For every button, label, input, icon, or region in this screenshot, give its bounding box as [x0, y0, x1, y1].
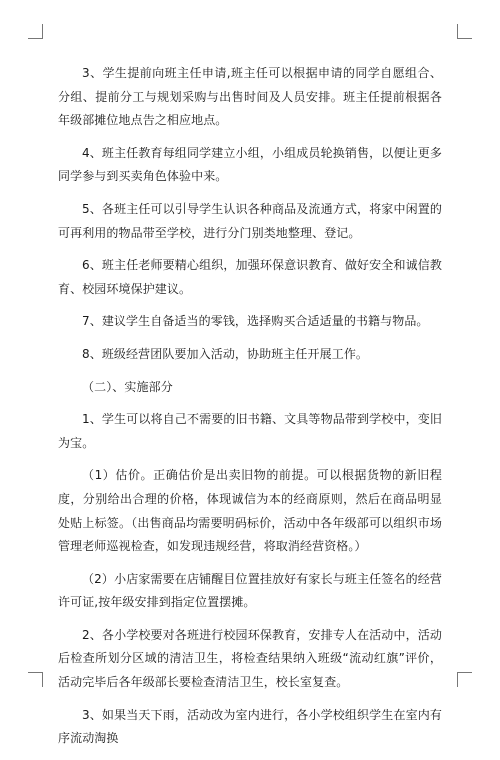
- crop-mark-bottom-left: [28, 672, 43, 687]
- paragraph-impl-1: 1、学生可以将自己不需要的旧书籍、文具等物品带到学校中，变旧为宝。: [58, 412, 442, 450]
- paragraph-impl-1-2: （2）小店家需要在店铺醒目位置挂放好有家长与班主任签名的经营许可证,按年级安排到指定位置摆摊。: [58, 571, 442, 610]
- document-body: [58, 62, 442, 760]
- paragraph-item-4: 4、班主任教育每组同学建立小组，小组成员轮换销售，以便让更多同学参与到买卖角色体验中来。: [58, 145, 442, 184]
- paragraph-item-8: 8、班级经营团队要加入活动，协助班主任开展工作。: [82, 346, 369, 361]
- section-heading-implementation: （二）、实施部分: [82, 379, 173, 394]
- paragraph-impl-3: 3、如果当天下雨，活动改为室内进行，各小学校组织学生在室内有序流动淘换: [58, 707, 442, 746]
- crop-mark-top-left: [28, 24, 43, 39]
- crop-mark-bottom-right: [457, 672, 472, 687]
- paragraph-item-6: 6、班主任老师要精心组织，加强环保意识教育、做好安全和诚信教育、校园环境保护建议。: [58, 258, 442, 296]
- paragraph-item-5: 5、各班主任可以引导学生认识各种商品及流通方式，将家中闲置的可再利用的物品带至学校，进行分门别类地整理、登记。: [58, 201, 442, 240]
- paragraph-item-7: 7、建议学生自备适当的零钱，选择购买合适适量的书籍与物品。: [82, 314, 429, 329]
- paragraph-impl-1-1: （1）估价。正确估价是出卖旧物的前提。可以根据货物的新旧程度，分别给出合理的价格，体现诚信为本的经商原则，然后在商品明显处贴上标签。（出售商品均需要明码标价，活动中各年级部可以组织市场管理老师巡视检查，如发现违规经营，将取消经营资格。）: [58, 468, 442, 554]
- paragraph-item-3: 3、学生提前向班主任申请,班主任可以根据申请的同学自愿组合、分组、提前分工与规划采购与出售时间及人员安排。班主任提前根据各年级部摊位地点告之相应地点。: [58, 66, 442, 128]
- paragraph-impl-2: 2、各小学校要对各班进行校园环保教育，安排专人在活动中，活动后检查所划分区域的清洁卫生，将检查结果纳入班级“流动红旗”评价，活动完毕后各年级部长要检查清洁卫生，校长室复查。: [58, 627, 442, 690]
- crop-mark-top-right: [457, 24, 472, 39]
